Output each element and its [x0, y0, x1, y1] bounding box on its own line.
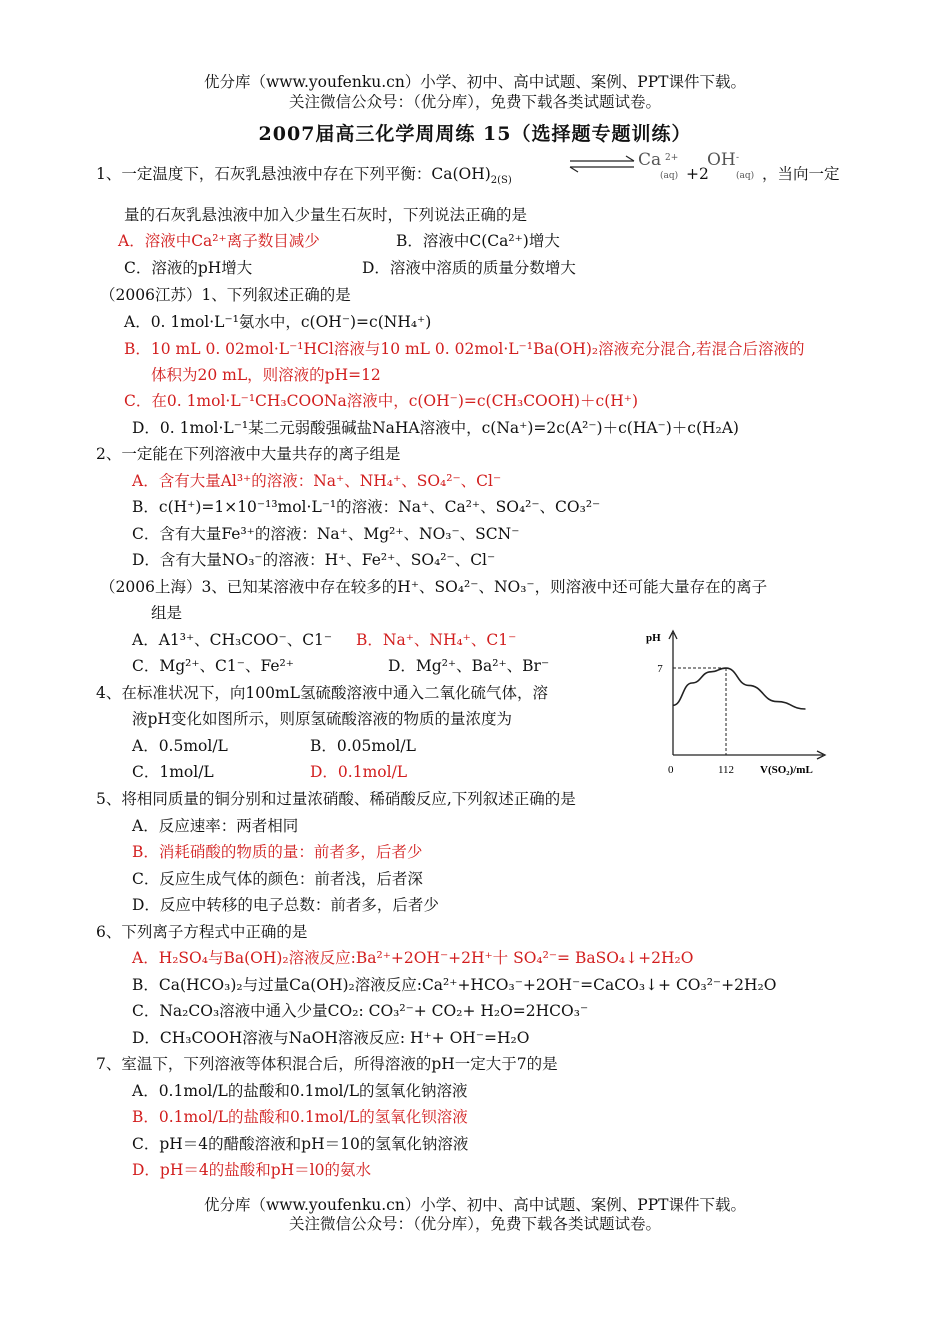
q6-stem: 6、下列离子方程式中正确的是 [96, 923, 308, 941]
header-line-1: 优分库（www.youfenku.cn）小学、初中、高中试题、案例、PPT课件下载。 [203, 73, 747, 91]
qj-option-c: C．在0. 1mol·L⁻¹CH₃COONa溶液中，c(OH⁻)=c(CH₃COOH)＋c(H⁺) [124, 392, 639, 410]
q5-stem: 5、将相同质量的铜分别和过量浓硝酸、稀硝酸反应,下列叙述正确的是 [96, 790, 576, 808]
q1-eq-aq-2: (aq) [736, 171, 755, 181]
q2-option-a: A．含有大量Al³⁺的溶液：Na⁺、NH₄⁺、SO₄²⁻、Cl⁻ [132, 472, 502, 490]
q1-eq-oh-charge: - [736, 153, 740, 163]
qj-option-a: A．0. 1mol·L⁻¹氨水中，c(OH⁻)=c(NH₄⁺) [124, 313, 432, 331]
q1-eq-oh: OH [707, 150, 736, 170]
q1-stem: 1、一定温度下，石灰乳悬浊液中存在下列平衡：$Ca(OH)_{2(S)}$ [96, 165, 512, 187]
q3-stem: （2006上海）3、已知某溶液中存在较多的H⁺、SO₄²⁻、NO₃⁻，则溶液中还可能大量存在的离子 [100, 578, 768, 596]
q4-option-b: B．0.05mol/L [310, 737, 416, 755]
qj-option-b: B．10 mL 0. 02mol·L⁻¹HCl溶液与10 mL 0. 02mol·L⁻¹Ba(OH)₂溶液充分混合,若混合后溶液的 [124, 340, 805, 358]
q5-option-b: B．消耗硝酸的物质的量：前者多，后者少 [132, 843, 423, 861]
q7-option-c: C．pH＝4的醋酸溶液和pH＝10的氢氧化钠溶液 [132, 1135, 469, 1153]
q3-option-a: A．A1³⁺、CH₃COO⁻、C1⁻ [132, 631, 333, 649]
chart-x-label: V(SO₂)/mL [760, 764, 813, 776]
q2-option-d: D．含有大量NO₃⁻的溶液：H⁺、Fe²⁺、SO₄²⁻、Cl⁻ [132, 551, 496, 569]
q2-option-b: B．c(H⁺)=1×10⁻¹³mol·L⁻¹的溶液：Na⁺、Ca²⁺、SO₄²⁻、CO₃²⁻ [132, 498, 601, 516]
q2-option-c: C．含有大量Fe³⁺的溶液：Na⁺、Mg²⁺、NO₃⁻、SCN⁻ [132, 525, 520, 543]
q3-stem-2: 组是 [151, 604, 183, 622]
chart-y-tick-mark: 7 [657, 663, 663, 676]
q4-option-a: A．0.5mol/L [132, 737, 228, 755]
qj-stem: （2006江苏）1、下列叙述正确的是 [100, 286, 351, 304]
q1-eq-coef: +2 [686, 165, 709, 183]
q6-option-b: B．Ca(HCO₃)₂与过量Ca(OH)₂溶液反应:Ca²⁺+HCO₃⁻+2OH⁻=CaCO₃↓+ CO₃²⁻+2H₂O [132, 976, 777, 994]
q4-stem-2: 液pH变化如图所示，则原氢硫酸溶液的物质的量浓度为 [132, 710, 512, 728]
qj-option-b-cont: 体积为20 mL，则溶液的pH=12 [151, 366, 381, 384]
q1-option-c: C．溶液的pH增大 [124, 259, 253, 277]
q1-option-a: A．溶液中Ca²⁺离子数目减少 [118, 232, 320, 250]
header-line-2: 关注微信公众号：（优分库），免费下载各类试题试卷。 [288, 93, 661, 111]
chart-series-line [673, 668, 806, 709]
chart-x-tick-mark: 112 [717, 764, 735, 776]
q1-stem-end: ，当向一定 [762, 165, 840, 183]
q1-eq-aq-1: (aq) [660, 171, 679, 181]
footer-line-2: 关注微信公众号：（优分库），免费下载各类试题试卷。 [288, 1215, 661, 1233]
q3-option-b: B．Na⁺、NH₄⁺、C1⁻ [356, 631, 517, 649]
q1-stem-2: 量的石灰乳悬浊液中加入少量生石灰时，下列说法正确的是 [124, 206, 528, 224]
q4-option-c: C．1mol/L [132, 763, 214, 781]
q1-option-d: D．溶液中溶质的质量分数增大 [362, 259, 576, 277]
q7-stem: 7、室温下，下列溶液等体积混合后，所得溶液的pH一定大于7的是 [96, 1055, 558, 1073]
q1-eq-ca: Ca [638, 150, 662, 170]
q6-option-a: A．H₂SO₄与Ba(OH)₂溶液反应:Ba²⁺+2OH⁻+2H⁺十 SO₄²⁻= BaSO₄↓+2H₂O [132, 949, 694, 967]
chart-y-label: pH [646, 632, 661, 644]
page-title: 2007届高三化学周周练 15（选择题专题训练） [258, 123, 692, 145]
q6-option-d: D．CH₃COOH溶液与NaOH溶液反应: H⁺+ OH⁻=H₂O [132, 1029, 530, 1047]
q7-option-b: B．0.1mol/L的盐酸和0.1mol/L的氢氧化钡溶液 [132, 1108, 468, 1126]
footer-line-1: 优分库（www.youfenku.cn）小学、初中、高中试题、案例、PPT课件下载。 [203, 1196, 747, 1214]
q4-stem: 4、在标准状况下，向100mL氢硫酸溶液中通入二氧化硫气体，溶 [96, 684, 548, 702]
q3-option-d: D．Mg²⁺、Ba²⁺、Br⁻ [388, 657, 550, 675]
q7-option-a: A．0.1mol/L的盐酸和0.1mol/L的氢氧化钠溶液 [132, 1082, 468, 1100]
q5-option-d: D．反应中转移的电子总数：前者多，后者少 [132, 896, 439, 914]
q7-option-d: D．pH＝4的盐酸和pH＝l0的氨水 [132, 1161, 371, 1179]
chart-x-tick-0: 0 [668, 764, 674, 776]
q1-eq-ca-charge: 2+ [665, 153, 679, 163]
q2-stem: 2、一定能在下列溶液中大量共存的离子组是 [96, 445, 401, 463]
equilibrium-arrow-icon [568, 150, 636, 178]
qj-option-d: D．0. 1mol·L⁻¹某二元弱酸强碱盐NaHA溶液中，c(Na⁺)=2c(A²⁻)＋c(HA⁻)＋c(H₂A) [132, 419, 739, 437]
q5-option-c: C．反应生成气体的颜色：前者浅，后者深 [132, 870, 423, 888]
ph-chart [640, 627, 835, 777]
q5-option-a: A．反应速率：两者相同 [132, 817, 299, 835]
q6-option-c: C．Na₂CO₃溶液中通入少量CO₂: CO₃²⁻+ CO₂+ H₂O=2HCO₃⁻ [132, 1002, 589, 1020]
q3-option-c: C．Mg²⁺、C1⁻、Fe²⁺ [132, 657, 294, 675]
q1-option-b: B．溶液中C(Ca²⁺)增大 [396, 232, 560, 250]
q4-option-d: D．0.1mol/L [310, 763, 408, 781]
